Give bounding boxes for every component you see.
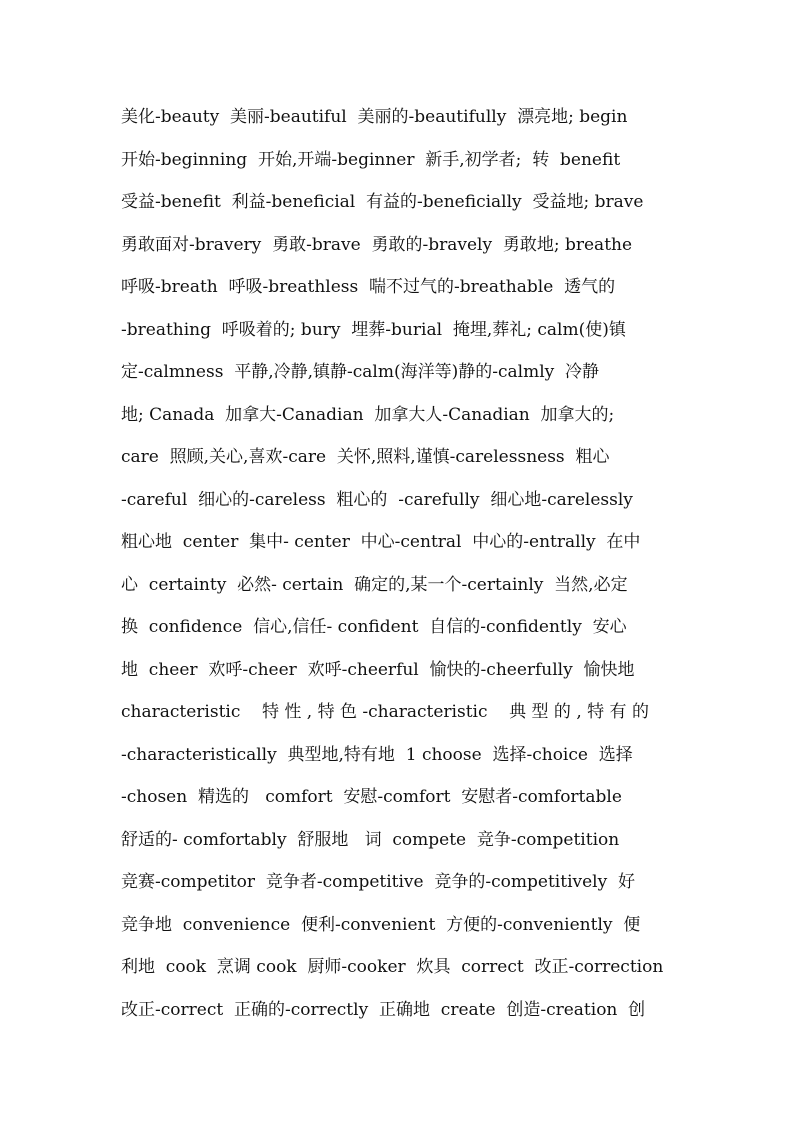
text-line: -breathing 呼吸着的; bury 埋葬-burial 掩埋,葬礼; calm(使)镇 [121, 319, 626, 340]
text-line: 换 confidence 信心,信任- confident 自信的-confidently 安心 [121, 617, 627, 637]
text-line: 呼吸-breath 呼吸-breathless 喘不过气的-breathable 透气的 [121, 277, 616, 297]
text-line: 美化-beauty 美丽-beautiful 美丽的-beautifully 漂亮地; begin [121, 107, 628, 127]
text-line: 地; Canada 加拿大-Canadian 加拿大人-Canadian 加拿大的; [121, 404, 615, 425]
text-line: 开始-beginning 开始,开端-beginner 新手,初学者; 转 benefit [121, 149, 621, 170]
text-line: 舒适的- comfortably 舒服地 词 compete 竞争-competition [121, 829, 620, 850]
vocabulary-text-block [121, 96, 711, 1031]
text-line: 改正-correct 正确的-correctly 正确地 create 创造-creation 创 [121, 999, 646, 1020]
text-line: 定-calmness 平静,冷静,镇静-calm(海洋等)静的-calmly 冷静 [121, 362, 600, 382]
text-line: 竞争地 convenience 便利-convenient 方便的-conveniently 便 [121, 914, 641, 935]
text-line: care 照顾,关心,喜欢-care 关怀,照料,谨慎-carelessness 粗心 [121, 447, 610, 467]
text-line: 利地 cook 烹调 cook 厨师-cooker 炊具 correct 改正-correction [121, 957, 664, 977]
text-line: characteristic 特 性 , 特 色 -characteristic 典 型 的 , 特 有 的 [121, 702, 649, 722]
text-line: 心 certainty 必然- certain 确定的,某一个-certainly 当然,必定 [121, 574, 628, 595]
text-line: -characteristically 典型地,特有地 1 choose 选择-choice 选择 [121, 744, 633, 765]
text-line: 竞赛-competitor 竞争者-competitive 竞争的-competitively 好 [121, 872, 636, 892]
text-line: -careful 细心的-careless 粗心的 -carefully 细心地-carelessly [121, 489, 633, 510]
text-line: 勇敢面对-bravery 勇敢-brave 勇敢的-bravely 勇敢地; breathe [121, 234, 633, 255]
text-line: -chosen 精选的 comfort 安慰-comfort 安慰者-comfortable [121, 787, 622, 807]
text-line: 粗心地 center 集中- center 中心-central 中心的-entrally 在中 [121, 532, 641, 552]
text-line: 地 cheer 欢呼-cheer 欢呼-cheerful 愉快的-cheerfully 愉快地 [121, 659, 635, 680]
text-line: 受益-benefit 利益-beneficial 有益的-beneficially 受益地; brave [121, 192, 644, 212]
